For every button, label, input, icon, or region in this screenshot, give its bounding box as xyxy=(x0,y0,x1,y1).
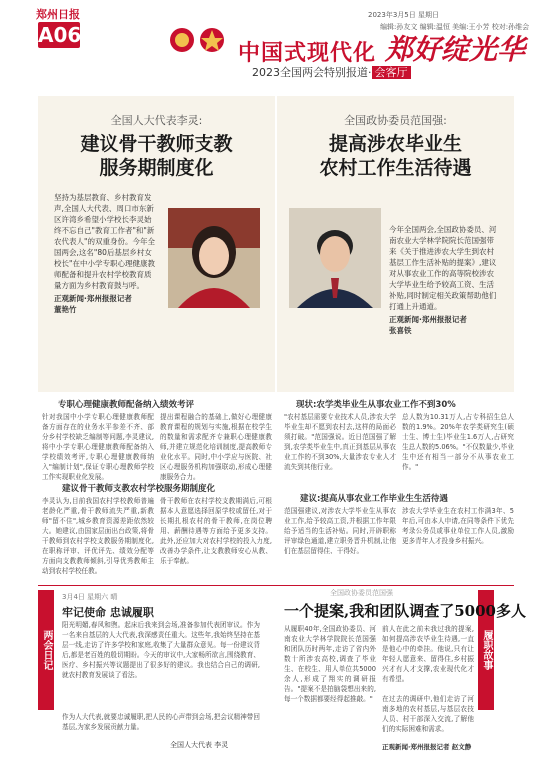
section-heading-2: 建议骨干教师支教农村学校服务期制度化 xyxy=(62,484,216,494)
story-reporter: 正观新闻·郑州报报记者 赵文静 xyxy=(382,743,472,751)
sidebar-tag-right: 履职故事 xyxy=(478,590,494,710)
section-4-column-1: 范国强建议,对涉农大学毕业生从事农业工作,给予较高工资,并根据工作年限给予适当的生活补贴。同时,开辟职称评审绿色通道,建立职务晋升机制,让他们在基层留得住、干得好。 xyxy=(284,507,396,555)
special-report-line xyxy=(252,64,411,80)
left-profile-card xyxy=(38,96,275,392)
sidebar-tag-left: 两会日记 xyxy=(38,590,54,710)
section-heading-4: 建议:提高从事农业工作毕业生生活待遇 xyxy=(300,494,448,504)
right-card-title xyxy=(277,132,514,180)
special-report-text: 2023全国两会特别报道· xyxy=(252,66,372,79)
diary-body: 阳光明媚,春风和煦。起床后我来到会场,准备参加代表团审议。作为一名来自基层的人大代表,我深感责任重大。这些年,我始终坚持在基层一线,走访了许多学校和家庭,收集了大量群众意见。每一份建议背后,都是老百姓的殷切期盼。今天的审议中,大家畅所欲言,围绕教育、医疗、乡村振兴等议题提出了很多好的建议。我也结合自己的调研,就农村教育发展谈了看法。 xyxy=(62,621,260,679)
avatar xyxy=(289,208,381,308)
banner-right-slogan: 郑好绽光华 xyxy=(385,33,526,66)
story-kicker: 全国政协委员范国强 xyxy=(330,589,393,597)
right-card-reporter-name: 张喜铁 xyxy=(389,326,412,335)
page-header xyxy=(0,0,550,78)
diary-title: 牢记使命 忠诚履职 xyxy=(62,606,154,619)
section-3-column-1: "农村基层需要专业技术人员,涉农大学毕业生却不愿到农村去,这样的局面必须打破。"范国强说。近日范国强了解到,农学类毕业生中,真正到基层从事农业工作的不到30%,大量涉农专业人才流失到其他行业。 xyxy=(284,413,396,471)
right-card-title-line2: 农村工作生活待遇 xyxy=(319,157,472,179)
diary-date: 3月4日 星期六 晴 xyxy=(62,593,118,601)
story-title: 一个提案,我和团队调查了5000多人 xyxy=(284,602,526,620)
section-3-column-2: 总人数为10.31万人,占专科招生总人数的1.9%。20%年农学类研究生(硕士生、博士生)毕业生1.6万人,占研究生总人数的5.06%。"不仅数量少,毕业生中还有相当一部分不从事农业工作。" xyxy=(402,413,514,471)
portrait-woman-icon xyxy=(168,208,260,308)
national-emblems-icon xyxy=(168,20,228,60)
portrait-man-icon xyxy=(289,208,381,308)
right-card-intro-text: 今年全国两会,全国政协委员、河南农业大学林学院院长范国强带来《关于推进涉农大学生到农村基层工作生活补贴的提案》,建议对从事农业工作的高等院校涉农大学毕业生给予较高工资、生活补贴,同时制定相关政策帮助他们打通上升通道。 xyxy=(389,225,497,311)
diary-body-2: 作为人大代表,就要忠诚履职,把人民的心声带到会场,把会议精神带回基层,为家乡发展贡献力量。 xyxy=(62,713,260,731)
date-line: 2023年3月5日 星期日 xyxy=(368,11,439,19)
story-column-2: 前人在此之前未我过我的提案,如何提高涉农毕业生待遇,一直是他心中的牵挂。他说,只有让年轻人愿意来、留得住,乡村振兴才有人才支撑,农业现代化才有希望。 xyxy=(382,625,474,683)
right-card-reporter: 正观新闻·郑州报报记者 xyxy=(389,315,467,324)
section-2-column-1: 李灵认为,目前我国农村学校教师普遍老龄化严重,骨干教师流失严重,新教师"留不住",城乡教育资源差距依然较大。她建议,由国家层面出台政策,将骨干教师到农村学校支教服务期制度化,在职称评审、评优评先、绩效分配等方面向支教教师倾斜,引导优秀教师主动到农村学校任教。 xyxy=(42,497,154,575)
right-card-intro xyxy=(389,224,501,336)
story-column-1: 从履职40年,全国政协委员、河南农业大学林学院院长范国强和团队历时两年,走访了省内外数十所涉农高校,调查了毕业生、在校生、用人单位共5000余人,形成了翔实的调研报告。"提案不是拍脑袋想出来的,每一个数据都要经得起推敲。" xyxy=(284,625,376,703)
section-heading-3: 现状:农学类毕业生从事农业工作不到30% xyxy=(296,400,456,410)
left-card-title-line2: 服务期制度化 xyxy=(99,157,214,179)
avatar xyxy=(168,208,260,308)
left-card-reporter-name: 董艳竹 xyxy=(54,305,77,314)
special-report-tag: 会客厅 xyxy=(372,66,411,79)
page-number: A06 xyxy=(38,23,82,47)
section-1-column-2: 提出课程融合的基础上,做好心理健康教育课程的规划与实施,根据在校学生的数量和需求配齐专兼职心理健康教师,并建立规范化培训制度,提高教师专业化水平。同时,中小学应与医院、社区心理服务机构加强联动,形成心理健康服务合力。 xyxy=(160,413,272,481)
left-card-subtitle: 全国人大代表李灵: xyxy=(110,114,203,127)
story-column-3: 在过去的调研中,他们走访了河南多地的农村基层,与基层农技人员、村干部深入交流,了解他们的实际困难和需求。 xyxy=(382,695,474,733)
left-card-reporter: 正观新闻·郑州报报记者 xyxy=(54,294,132,303)
section-4-column-2: 涉农大学毕业生在农村工作满3年、5年后,可由本人申请,在同等条件下优先考录公务员或事业单位工作人员,激励更多青年人才投身乡村振兴。 xyxy=(402,507,514,545)
left-card-intro-text: 坚持为基层教育、乡村教育发声,全国人大代表、周口市东新区许湾乡希望小学校长李灵始终不忘自己"教育工作者"和"新农代表人"的双重身份。今年全国两会,这名"80后基层乡村女校长"在中小学专职心理健康教师配备和提升农村学校教育质量方面为乡村教育鼓与呼。 xyxy=(54,193,155,290)
section-2-column-2: 骨干教师在农村学校支教期满后,可根据本人意愿选择回原学校或留任,对于长期扎根农村的骨干教师,在岗位聘用、薪酬待遇等方面给予更多支持。此外,还应加大对农村学校的投入力度,改善办学条件,让支教教师安心从教、乐于奉献。 xyxy=(160,497,272,565)
section-heading-1: 专职心理健康教师配备纳入绩效考评 xyxy=(58,400,195,410)
right-card-title-line1: 提高涉农毕业生 xyxy=(328,133,462,155)
right-card-subtitle: 全国政协委员范国强: xyxy=(344,114,447,127)
left-card-intro xyxy=(54,192,158,315)
left-card-title-line1: 建议骨干教师支教 xyxy=(80,133,233,155)
banner-left-slogan: 中国式现代化 xyxy=(238,40,377,66)
left-card-title xyxy=(38,132,275,180)
newspaper-logo: 郑州日报 xyxy=(36,8,80,21)
right-profile-card xyxy=(277,96,514,392)
diary-signature: 全国人大代表 李灵 xyxy=(170,741,229,749)
editor-line: 编辑:孙友文 编辑:温恒 美编:王小芳 校对:孙维会 xyxy=(380,23,530,31)
section-1-column-1: 针对我国中小学专职心理健康教师配备方面存在的业务水平参差不齐、部分乡村学校缺乏编制等问题,李灵建议,将中小学专职心理健康教师配备纳入学校绩效考评,专职心理健康教师纳入"编制计划",保证专职心理教师学校工作实现职业化发展。 xyxy=(42,413,154,481)
divider xyxy=(38,585,514,586)
